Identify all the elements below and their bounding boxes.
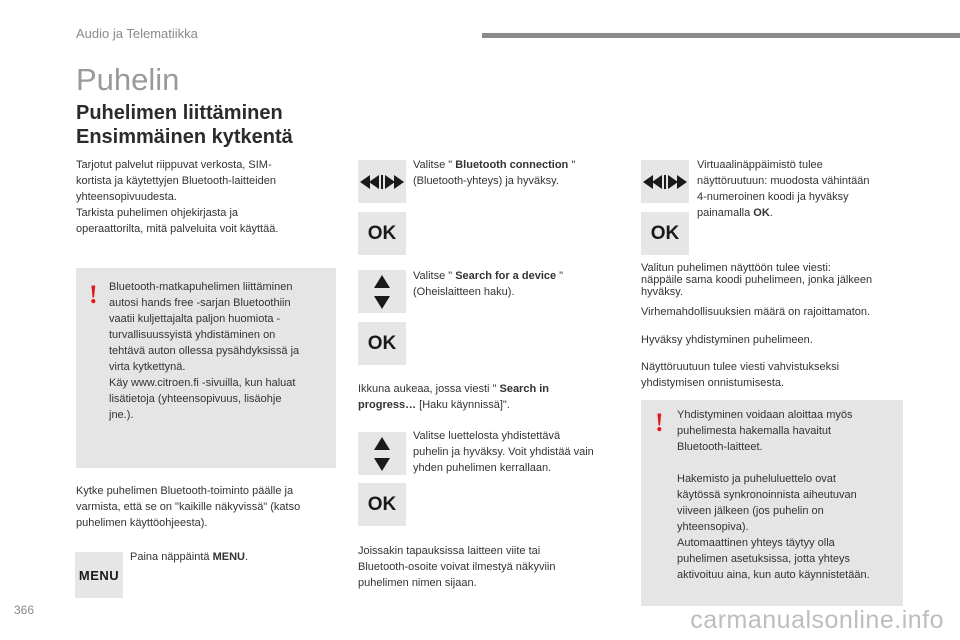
up-down-arrows-icon	[374, 437, 390, 471]
page-number: 366	[14, 603, 35, 617]
accept-connection-text: Hyväksy yhdistyminen puhelimeen.	[641, 334, 813, 346]
header-bar	[482, 33, 960, 38]
step-search-device: Valitse " Search for a device " (Oheislaitteen haku).	[413, 270, 564, 298]
info-text-connection: Yhdistyminen voidaan aloittaa myös puhelimesta hakemalla havaitut Bluetooth-laitteet. Hakemisto ja puheluluettelo ovat käytössä synkronoinnista aiheutuvan viiveen jälkeen (jos puhelin on yhteensopiva). Automaattinen yhteys täytyy olla puhelimen asetuksissa, jotta yhteys aktivoituu aina, kun auto käynnistetään.	[677, 409, 870, 581]
ok-button[interactable]: OK	[358, 483, 406, 526]
step-select-phone: Valitse luettelosta yhdistettävä puhelin ja hyväksy. Voit yhdistää vain yhden puhelimen kerrallaan.	[413, 430, 594, 474]
warning-icon: !	[655, 408, 664, 437]
up-down-button[interactable]	[358, 270, 406, 313]
seek-arrows-button[interactable]	[641, 160, 689, 203]
seek-left-right-icon	[643, 174, 687, 190]
search-progress-text: Ikkuna aukeaa, jossa viesti " Search in progress… [Haku käynnissä]".	[358, 383, 550, 411]
up-down-button[interactable]	[358, 432, 406, 475]
ok-button[interactable]: OK	[358, 322, 406, 365]
warning-text-safety: Bluetooth-matkapuhelimen liittäminen autosi hands free -sarjan Bluetoothiin vaatii kuljettajalta paljon huomiota - turvallisuussyistä yhdistäminen on tehtävä auton ollessa pysähdyksissä ja virta kytkettynä. Käy www.citroen.fi -sivuilla, kun haluat lisätietoja (yhteensopivuus, lisäohje jne.).	[109, 281, 300, 421]
ok-button[interactable]: OK	[641, 212, 689, 255]
virtual-keyboard-instruction: Virtuaalinäppäimistö tulee näyttöruutuun: muodosta vähintään 4-numeroinen koodi ja hyväksy painamalla OK.	[697, 159, 870, 219]
menu-instruction: Paina näppäintä MENU.	[130, 551, 249, 563]
heading-first-connection: Ensimmäinen kytkentä	[76, 126, 293, 148]
seek-left-right-icon	[360, 174, 404, 190]
warning-icon: !	[89, 280, 98, 309]
unlimited-attempts-text: Virhemahdollisuuksien määrä on rajoittamaton.	[641, 306, 871, 318]
chapter-title: Puhelin	[76, 62, 180, 97]
confirmation-text: Näyttöruutuun tulee viesti vahvistukseksi yhdistymisen onnistumisesta.	[641, 361, 840, 389]
ok-button[interactable]: OK	[358, 212, 406, 255]
heading-pairing: Puhelimen liittäminen	[76, 102, 283, 124]
phone-code-message: Valitun puhelimen näyttöön tulee viesti: näppäile sama koodi puhelimeen, jonka jälkeen hyväksy.	[641, 262, 873, 298]
watermark: carmanualsonline.info	[690, 606, 944, 634]
bluetooth-visibility-paragraph: Kytke puhelimen Bluetooth-toiminto päälle ja varmista, että se on "kaikille näkyvissä" (katso puhelimen käyttöohjeesta).	[76, 485, 301, 529]
up-down-arrows-icon	[374, 275, 390, 309]
seek-arrows-button[interactable]	[358, 160, 406, 203]
menu-button[interactable]: MENU	[75, 552, 123, 598]
intro-paragraph: Tarjotut palvelut riippuvat verkosta, SIM- kortista ja käytettyjen Bluetooth-laitteiden yhteensopivuudesta. Tarkista puhelimen ohjekirjasta ja operaattorilta, mitä palveluita voit käyttää.	[76, 159, 279, 235]
section-header: Audio ja Telematiikka	[76, 26, 198, 41]
step-bluetooth-connection: Valitse " Bluetooth connection " (Bluetooth-yhteys) ja hyväksy.	[413, 159, 576, 187]
device-reference-note: Joissakin tapauksissa laitteen viite tai Bluetooth-osoite voivat ilmestyä näkyviin puhelimen nimen sijaan.	[358, 545, 556, 589]
